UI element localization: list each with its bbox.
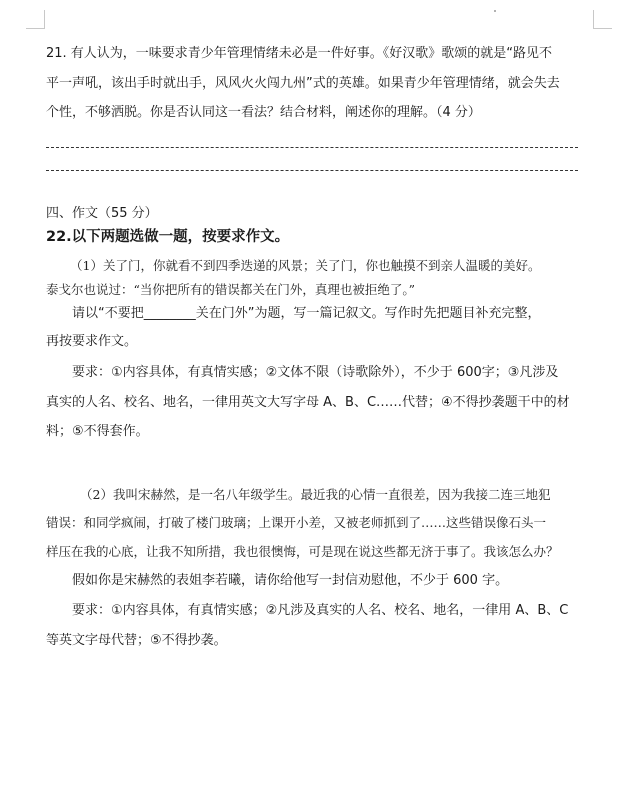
section-title: 四、作文（55 分）: [46, 206, 158, 221]
option2-prompt-line-1: 假如你是宋赫然的表姐李若曦，请你给他写一封信劝慰他，不少于 600 字。: [72, 573, 509, 588]
q21-line-2: 平一声吼，该出手时就出手，风风火火闯九州”式的英雄。如果青少年管理情绪，就会失去: [46, 76, 560, 91]
option1-prompt-line-1: 请以“不要把________关在门外”为题，写一篇记叙文。写作时先把题目补充完整，: [72, 306, 541, 321]
option2-requirements-line-2: 等英文字母代替；⑤不得抄袭。: [46, 633, 227, 648]
margin-corner-mark: [26, 10, 45, 29]
option2-material-line-3: 样压在我的心底，让我不知所措，我也很懊悔，可是现在说这些都无济于事了。我该怎么办？: [46, 544, 559, 559]
answer-line: [46, 170, 578, 171]
question-22-title: 22.以下两题选做一题，按要求作文。: [46, 229, 290, 245]
option2-material-line-1: （2）我叫宋赫然，是一名八年级学生。最近我的心情一直很差，因为我接二连三地犯: [80, 487, 551, 502]
answer-line: [46, 147, 578, 148]
q21-line-1: 21. 有人认为，一味要求青少年管理情绪未必是一件好事。《好汉歌》歌颂的就是“路见不: [46, 46, 553, 61]
option2-requirements-line-1: 要求：①内容具体，有真情实感；②凡涉及真实的人名、校名、地名，一律用 A、B、C: [72, 603, 569, 618]
option1-requirements-line-2: 真实的人名、校名、地名，一律用英文大写字母 A、B、C……代替；④不得抄袭题干中的材: [46, 395, 570, 410]
option1-material-line-2: 泰戈尔也说过：“当你把所有的错误都关在门外，真理也被拒绝了。”: [46, 282, 416, 297]
option1-requirements-line-3: 料；⑤不得套作。: [46, 424, 149, 439]
option1-requirements-line-1: 要求：①内容具体，有真情实感；②文体不限（诗歌除外），不少于 600字；③凡涉及: [72, 365, 559, 380]
option2-material-line-2: 错误：和同学疯闹，打破了楼门玻璃；上课开小差，又被老师抓到了……这些错误像石头一: [46, 515, 547, 530]
option1-material-line-1: （1）关了门，你就看不到四季迭递的风景；关了门，你也触摸不到亲人温暖的美好。: [70, 258, 541, 273]
page-dot: [494, 10, 496, 12]
margin-corner-mark: [593, 10, 612, 29]
q21-line-3: 个性，不够洒脱。你是否认同这一看法？结合材料，阐述你的理解。（4 分）: [46, 105, 481, 120]
option1-prompt-line-2: 再按要求作文。: [46, 334, 138, 349]
